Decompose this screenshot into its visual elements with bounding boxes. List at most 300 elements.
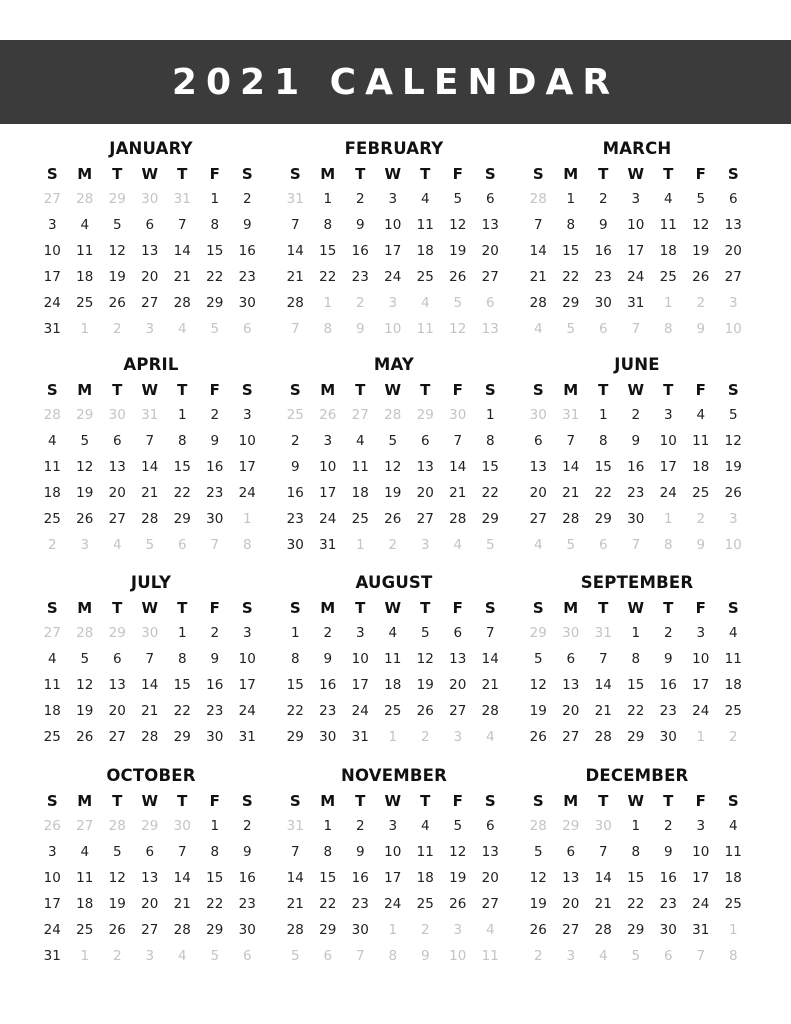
day-cell: 20 — [562, 703, 580, 719]
weekday-header: M — [320, 165, 336, 183]
day-cell: 26 — [108, 295, 126, 311]
weekday-header: F — [209, 165, 220, 183]
day-cell: 17 — [384, 243, 402, 259]
day-cell: 20 — [141, 269, 159, 285]
adjacent-month-day: 30 — [449, 407, 467, 423]
adjacent-month-day: 31 — [141, 407, 159, 423]
adjacent-month-day: 27 — [351, 407, 369, 423]
day-cell: 7 — [177, 217, 187, 233]
weekday-header: T — [598, 792, 609, 810]
adjacent-month-day: 2 — [420, 729, 430, 745]
day-cell: 20 — [108, 485, 126, 501]
month-title: FEBRUARY — [344, 139, 444, 158]
day-cell: 10 — [659, 433, 677, 449]
day-cell: 17 — [659, 459, 677, 475]
day-cell: 28 — [594, 729, 612, 745]
adjacent-month-day: 9 — [355, 321, 365, 337]
month-title: OCTOBER — [106, 766, 196, 785]
adjacent-month-day: 1 — [80, 948, 90, 964]
adjacent-month-day: 6 — [323, 948, 333, 964]
day-cell: 28 — [286, 295, 304, 311]
day-cell: 8 — [485, 433, 495, 449]
day-cell: 24 — [692, 703, 710, 719]
day-cell: 7 — [566, 433, 576, 449]
adjacent-month-day: 7 — [696, 948, 706, 964]
day-cell: 29 — [627, 922, 645, 938]
day-cell: 4 — [728, 818, 738, 834]
adjacent-month-day: 3 — [453, 922, 463, 938]
day-cell: 4 — [355, 433, 365, 449]
adjacent-month-day: 7 — [290, 321, 300, 337]
month-title: SEPTEMBER — [580, 573, 694, 592]
day-cell: 16 — [286, 485, 304, 501]
month-title: MAY — [373, 355, 415, 374]
adjacent-month-day: 8 — [663, 321, 673, 337]
day-cell: 6 — [112, 651, 122, 667]
month-august — [279, 573, 509, 750]
day-cell: 18 — [724, 677, 742, 693]
day-cell: 29 — [286, 729, 304, 745]
day-cell: 19 — [108, 269, 126, 285]
day-cell: 19 — [529, 896, 547, 912]
weekday-header: W — [627, 792, 645, 810]
day-cell: 15 — [627, 870, 645, 886]
adjacent-month-day: 4 — [177, 948, 187, 964]
weekday-header: F — [209, 792, 220, 810]
adjacent-month-day: 10 — [449, 948, 467, 964]
day-cell: 22 — [173, 703, 191, 719]
weekday-header: T — [355, 599, 366, 617]
day-cell: 5 — [453, 818, 463, 834]
weekday-header: S — [484, 381, 496, 399]
day-cell: 3 — [355, 625, 365, 641]
adjacent-month-day: 6 — [177, 537, 187, 553]
day-cell: 18 — [384, 677, 402, 693]
day-cell: 22 — [319, 269, 337, 285]
adjacent-month-day: 4 — [598, 948, 608, 964]
day-cell: 14 — [286, 243, 304, 259]
day-cell: 18 — [416, 243, 434, 259]
adjacent-month-day: 28 — [108, 818, 126, 834]
day-cell: 3 — [388, 818, 398, 834]
day-cell: 10 — [319, 459, 337, 475]
day-cell: 4 — [47, 651, 57, 667]
day-cell: 14 — [449, 459, 467, 475]
weekday-header: S — [532, 599, 544, 617]
weekday-header: T — [355, 792, 366, 810]
day-cell: 30 — [286, 537, 304, 553]
day-cell: 14 — [562, 459, 580, 475]
day-cell: 1 — [177, 625, 187, 641]
month-february — [279, 139, 509, 342]
day-cell: 19 — [529, 703, 547, 719]
day-cell: 6 — [485, 191, 495, 207]
day-cell: 19 — [449, 870, 467, 886]
weekday-header: W — [627, 165, 645, 183]
adjacent-month-day: 4 — [533, 321, 543, 337]
day-cell: 4 — [420, 191, 430, 207]
weekday-header: T — [420, 381, 431, 399]
day-cell: 2 — [242, 191, 252, 207]
month-title: NOVEMBER — [340, 766, 447, 785]
day-cell: 29 — [206, 922, 224, 938]
day-cell: 18 — [76, 896, 94, 912]
day-cell: 23 — [659, 896, 677, 912]
adjacent-month-day: 2 — [388, 537, 398, 553]
month-title: JUNE — [614, 355, 660, 374]
adjacent-month-day: 6 — [242, 321, 252, 337]
day-cell: 8 — [631, 651, 641, 667]
adjacent-month-day: 29 — [76, 407, 94, 423]
day-cell: 19 — [692, 243, 710, 259]
weekday-header: W — [384, 165, 402, 183]
day-cell: 7 — [177, 844, 187, 860]
day-cell: 12 — [529, 677, 547, 693]
day-cell: 20 — [562, 896, 580, 912]
day-cell: 27 — [141, 295, 159, 311]
day-cell: 11 — [43, 677, 61, 693]
day-cell: 11 — [692, 433, 710, 449]
day-cell: 12 — [108, 243, 126, 259]
day-cell: 7 — [145, 651, 155, 667]
weekday-header: F — [209, 381, 220, 399]
weekday-header: S — [241, 599, 253, 617]
adjacent-month-day: 10 — [724, 321, 742, 337]
day-cell: 14 — [141, 459, 159, 475]
adjacent-month-day: 3 — [728, 511, 738, 527]
day-cell: 18 — [43, 703, 61, 719]
day-cell: 17 — [43, 269, 61, 285]
day-cell: 14 — [529, 243, 547, 259]
day-cell: 21 — [141, 485, 159, 501]
day-cell: 7 — [485, 625, 495, 641]
weekday-header: T — [663, 381, 674, 399]
adjacent-month-day: 3 — [420, 537, 430, 553]
weekday-header: T — [355, 381, 366, 399]
day-cell: 22 — [173, 485, 191, 501]
day-cell: 19 — [416, 677, 434, 693]
adjacent-month-day: 5 — [453, 295, 463, 311]
day-cell: 19 — [76, 485, 94, 501]
day-cell: 13 — [449, 651, 467, 667]
day-cell: 22 — [562, 269, 580, 285]
day-cell: 4 — [420, 818, 430, 834]
day-cell: 7 — [290, 217, 300, 233]
adjacent-month-day: 2 — [533, 948, 543, 964]
day-cell: 22 — [286, 703, 304, 719]
day-cell: 20 — [481, 243, 499, 259]
day-cell: 9 — [631, 433, 641, 449]
adjacent-month-day: 2 — [112, 948, 122, 964]
month-grid — [522, 789, 752, 969]
day-cell: 27 — [416, 511, 434, 527]
weekday-header: W — [141, 599, 159, 617]
day-cell: 2 — [323, 625, 333, 641]
weekday-header: S — [46, 165, 58, 183]
month-may — [279, 355, 509, 558]
adjacent-month-day: 13 — [481, 321, 499, 337]
day-cell: 5 — [533, 651, 543, 667]
weekday-header: W — [141, 792, 159, 810]
weekday-header: S — [532, 381, 544, 399]
month-october — [36, 766, 266, 969]
day-cell: 5 — [80, 433, 90, 449]
adjacent-month-day: 30 — [108, 407, 126, 423]
adjacent-month-day: 5 — [210, 321, 220, 337]
day-cell: 12 — [384, 459, 402, 475]
day-cell: 8 — [566, 217, 576, 233]
day-cell: 26 — [724, 485, 742, 501]
day-cell: 21 — [173, 896, 191, 912]
day-cell: 6 — [485, 818, 495, 834]
weekday-header: M — [563, 792, 579, 810]
weekday-header: S — [727, 792, 739, 810]
day-cell: 26 — [76, 729, 94, 745]
adjacent-month-day: 3 — [145, 321, 155, 337]
day-cell: 28 — [529, 295, 547, 311]
day-cell: 30 — [238, 922, 256, 938]
day-cell: 7 — [290, 844, 300, 860]
day-cell: 20 — [529, 485, 547, 501]
day-cell: 29 — [206, 295, 224, 311]
adjacent-month-day: 29 — [562, 818, 580, 834]
adjacent-month-day: 2 — [696, 295, 706, 311]
day-cell: 5 — [420, 625, 430, 641]
day-cell: 26 — [108, 922, 126, 938]
day-cell: 16 — [659, 870, 677, 886]
weekday-header: S — [289, 792, 301, 810]
day-cell: 25 — [659, 269, 677, 285]
day-cell: 9 — [663, 844, 673, 860]
day-cell: 2 — [355, 818, 365, 834]
day-cell: 17 — [627, 243, 645, 259]
day-cell: 12 — [692, 217, 710, 233]
day-cell: 3 — [696, 818, 706, 834]
adjacent-month-day: 3 — [80, 537, 90, 553]
day-cell: 21 — [529, 269, 547, 285]
day-cell: 27 — [449, 703, 467, 719]
day-cell: 2 — [663, 818, 673, 834]
adjacent-month-day: 6 — [598, 321, 608, 337]
adjacent-month-day: 3 — [566, 948, 576, 964]
day-cell: 30 — [627, 511, 645, 527]
adjacent-month-day: 9 — [696, 321, 706, 337]
day-cell: 19 — [449, 243, 467, 259]
adjacent-month-day: 5 — [566, 321, 576, 337]
month-december — [522, 766, 752, 969]
day-cell: 29 — [594, 511, 612, 527]
day-cell: 16 — [351, 243, 369, 259]
day-cell: 14 — [286, 870, 304, 886]
day-cell: 16 — [627, 459, 645, 475]
day-cell: 13 — [481, 217, 499, 233]
day-cell: 23 — [351, 269, 369, 285]
day-cell: 13 — [724, 217, 742, 233]
day-cell: 13 — [416, 459, 434, 475]
day-cell: 6 — [145, 217, 155, 233]
day-cell: 1 — [177, 407, 187, 423]
day-cell: 13 — [108, 459, 126, 475]
month-january — [36, 139, 266, 342]
day-cell: 10 — [43, 870, 61, 886]
day-cell: 20 — [108, 703, 126, 719]
day-cell: 1 — [485, 407, 495, 423]
day-cell: 11 — [76, 870, 94, 886]
day-cell: 16 — [659, 677, 677, 693]
day-cell: 8 — [290, 651, 300, 667]
day-cell: 28 — [286, 922, 304, 938]
adjacent-month-day: 2 — [420, 922, 430, 938]
day-cell: 3 — [242, 625, 252, 641]
month-grid — [36, 596, 266, 750]
month-title: DECEMBER — [585, 766, 689, 785]
day-cell: 28 — [173, 922, 191, 938]
day-cell: 10 — [627, 217, 645, 233]
adjacent-month-day: 1 — [388, 729, 398, 745]
month-title: APRIL — [123, 355, 179, 374]
day-cell: 9 — [210, 651, 220, 667]
day-cell: 15 — [173, 459, 191, 475]
day-cell: 2 — [242, 818, 252, 834]
day-cell: 25 — [43, 729, 61, 745]
day-cell: 17 — [43, 896, 61, 912]
month-grid — [522, 162, 752, 342]
day-cell: 26 — [449, 896, 467, 912]
weekday-header: S — [484, 599, 496, 617]
weekday-header: W — [141, 381, 159, 399]
day-cell: 20 — [416, 485, 434, 501]
day-cell: 28 — [449, 511, 467, 527]
adjacent-month-day: 1 — [323, 295, 333, 311]
day-cell: 23 — [206, 703, 224, 719]
day-cell: 6 — [533, 433, 543, 449]
weekday-header: T — [177, 165, 188, 183]
day-cell: 14 — [594, 677, 612, 693]
weekday-header: T — [598, 599, 609, 617]
day-cell: 24 — [43, 295, 61, 311]
day-cell: 14 — [173, 243, 191, 259]
adjacent-month-day: 28 — [76, 625, 94, 641]
day-cell: 25 — [384, 703, 402, 719]
day-cell: 25 — [351, 511, 369, 527]
day-cell: 18 — [692, 459, 710, 475]
day-cell: 17 — [238, 459, 256, 475]
day-cell: 31 — [43, 321, 61, 337]
weekday-header: S — [484, 792, 496, 810]
adjacent-month-day: 10 — [724, 537, 742, 553]
weekday-header: S — [289, 599, 301, 617]
day-cell: 15 — [627, 677, 645, 693]
adjacent-month-day: 3 — [145, 948, 155, 964]
weekday-header: T — [663, 792, 674, 810]
day-cell: 8 — [631, 844, 641, 860]
day-cell: 24 — [384, 269, 402, 285]
day-cell: 26 — [692, 269, 710, 285]
day-cell: 11 — [416, 844, 434, 860]
day-cell: 22 — [627, 896, 645, 912]
adjacent-month-day: 30 — [141, 625, 159, 641]
day-cell: 18 — [724, 870, 742, 886]
day-cell: 3 — [242, 407, 252, 423]
day-cell: 4 — [728, 625, 738, 641]
adjacent-month-day: 10 — [384, 321, 402, 337]
day-cell: 3 — [696, 625, 706, 641]
day-cell: 30 — [659, 729, 677, 745]
day-cell: 17 — [319, 485, 337, 501]
day-cell: 27 — [529, 511, 547, 527]
day-cell: 21 — [481, 677, 499, 693]
day-cell: 25 — [416, 269, 434, 285]
day-cell: 26 — [416, 703, 434, 719]
day-cell: 23 — [319, 703, 337, 719]
day-cell: 30 — [351, 922, 369, 938]
month-title: AUGUST — [355, 573, 433, 592]
month-grid — [36, 162, 266, 342]
adjacent-month-day: 30 — [529, 407, 547, 423]
weekday-header: T — [177, 381, 188, 399]
adjacent-month-day: 8 — [242, 537, 252, 553]
weekday-header: M — [563, 599, 579, 617]
month-march — [522, 139, 752, 342]
day-cell: 9 — [663, 651, 673, 667]
day-cell: 16 — [319, 677, 337, 693]
day-cell: 21 — [562, 485, 580, 501]
adjacent-month-day: 11 — [416, 321, 434, 337]
adjacent-month-day: 4 — [177, 321, 187, 337]
adjacent-month-day: 4 — [453, 537, 463, 553]
day-cell: 1 — [210, 191, 220, 207]
day-cell: 3 — [631, 191, 641, 207]
month-june — [522, 355, 752, 558]
day-cell: 20 — [141, 896, 159, 912]
month-grid — [522, 378, 752, 558]
day-cell: 10 — [384, 844, 402, 860]
adjacent-month-day: 30 — [141, 191, 159, 207]
adjacent-month-day: 5 — [290, 948, 300, 964]
day-cell: 13 — [141, 243, 159, 259]
weekday-header: M — [320, 792, 336, 810]
day-cell: 8 — [323, 217, 333, 233]
day-cell: 23 — [594, 269, 612, 285]
day-cell: 8 — [323, 844, 333, 860]
day-cell: 27 — [481, 269, 499, 285]
day-cell: 13 — [562, 677, 580, 693]
month-november — [279, 766, 509, 969]
day-cell: 8 — [210, 844, 220, 860]
adjacent-month-day: 26 — [319, 407, 337, 423]
adjacent-month-day: 7 — [210, 537, 220, 553]
adjacent-month-day: 5 — [485, 537, 495, 553]
day-cell: 18 — [43, 485, 61, 501]
day-cell: 13 — [529, 459, 547, 475]
day-cell: 7 — [453, 433, 463, 449]
day-cell: 1 — [210, 818, 220, 834]
adjacent-month-day: 3 — [728, 295, 738, 311]
weekday-header: W — [627, 381, 645, 399]
day-cell: 15 — [319, 870, 337, 886]
day-cell: 13 — [141, 870, 159, 886]
day-cell: 11 — [43, 459, 61, 475]
day-cell: 16 — [206, 677, 224, 693]
day-cell: 29 — [173, 729, 191, 745]
day-cell: 10 — [351, 651, 369, 667]
day-cell: 31 — [627, 295, 645, 311]
day-cell: 3 — [663, 407, 673, 423]
adjacent-month-day: 2 — [355, 295, 365, 311]
day-cell: 27 — [562, 729, 580, 745]
weekday-header: M — [77, 381, 93, 399]
weekday-header: T — [355, 165, 366, 183]
